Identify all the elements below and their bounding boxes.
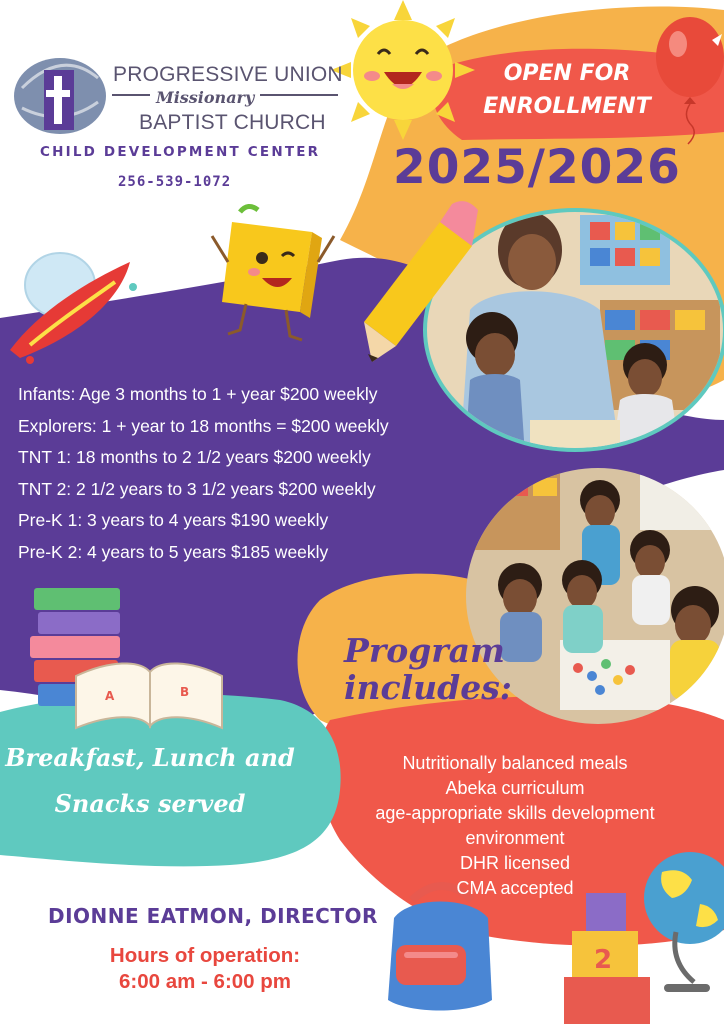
pricing-item: Infants: Age 3 months to 1 + year $200 weekly [18,384,378,404]
program-heading [344,632,512,706]
svg-text:2: 2 [594,945,613,975]
program-items-list [340,751,690,901]
program-heading-line2: includes: [344,668,512,707]
program-item: CMA accepted [456,878,574,898]
pricing-item: Explorers: 1 + year to 18 months = $200 weekly [18,415,389,436]
pricing-item: TNT 1: 18 months to 2 1/2 years $200 weekly [18,447,371,467]
program-item: environment [465,828,565,848]
program-item: DHR licensed [459,853,571,873]
director-name: DIONNE EATMON, DIRECTOR [48,904,378,928]
open-line1: OPEN FOR [503,61,631,86]
pricing-item: Pre-K 2: 4 years to 5 years $185 weekly [18,541,329,562]
org-name-script: Missionary [150,88,260,107]
meals-line2: Snacks served [54,789,246,818]
hours-value: 6:00 am - 6:00 pm [118,970,292,993]
pricing-list [18,379,458,568]
program-item: Nutritionally balanced meals [402,753,628,773]
logo-cross-icon [14,58,106,134]
hours-label: Hours of operation: [109,944,301,967]
meals-served [0,735,300,827]
pricing-item: Pre-K 1: 3 years to 4 years $190 weekly [18,510,329,530]
program-item: Abeka curriculum [445,778,585,798]
phone-number: 256-539-1072 [118,174,232,190]
org-name-line1: PROGRESSIVE UNION [113,63,343,86]
hours-of-operation [60,943,350,995]
center-name: CHILD DEVELOPMENT CENTER [40,144,321,160]
pricing-item: TNT 2: 2 1/2 years to 3 1/2 years $200 weekly [18,478,376,499]
program-heading-line1: Program [344,631,505,670]
org-name-line2: BAPTIST CHURCH [139,111,326,134]
open-for-enrollment [462,57,672,123]
svg-text:B: B [180,685,190,699]
open-line2: ENROLLMENT [483,94,651,119]
svg-text:A: A [105,689,115,703]
school-year: 2025/2026 [393,140,681,195]
program-item: age-appropriate skills development [375,803,655,823]
meals-line1: Breakfast, Lunch and [5,743,295,772]
